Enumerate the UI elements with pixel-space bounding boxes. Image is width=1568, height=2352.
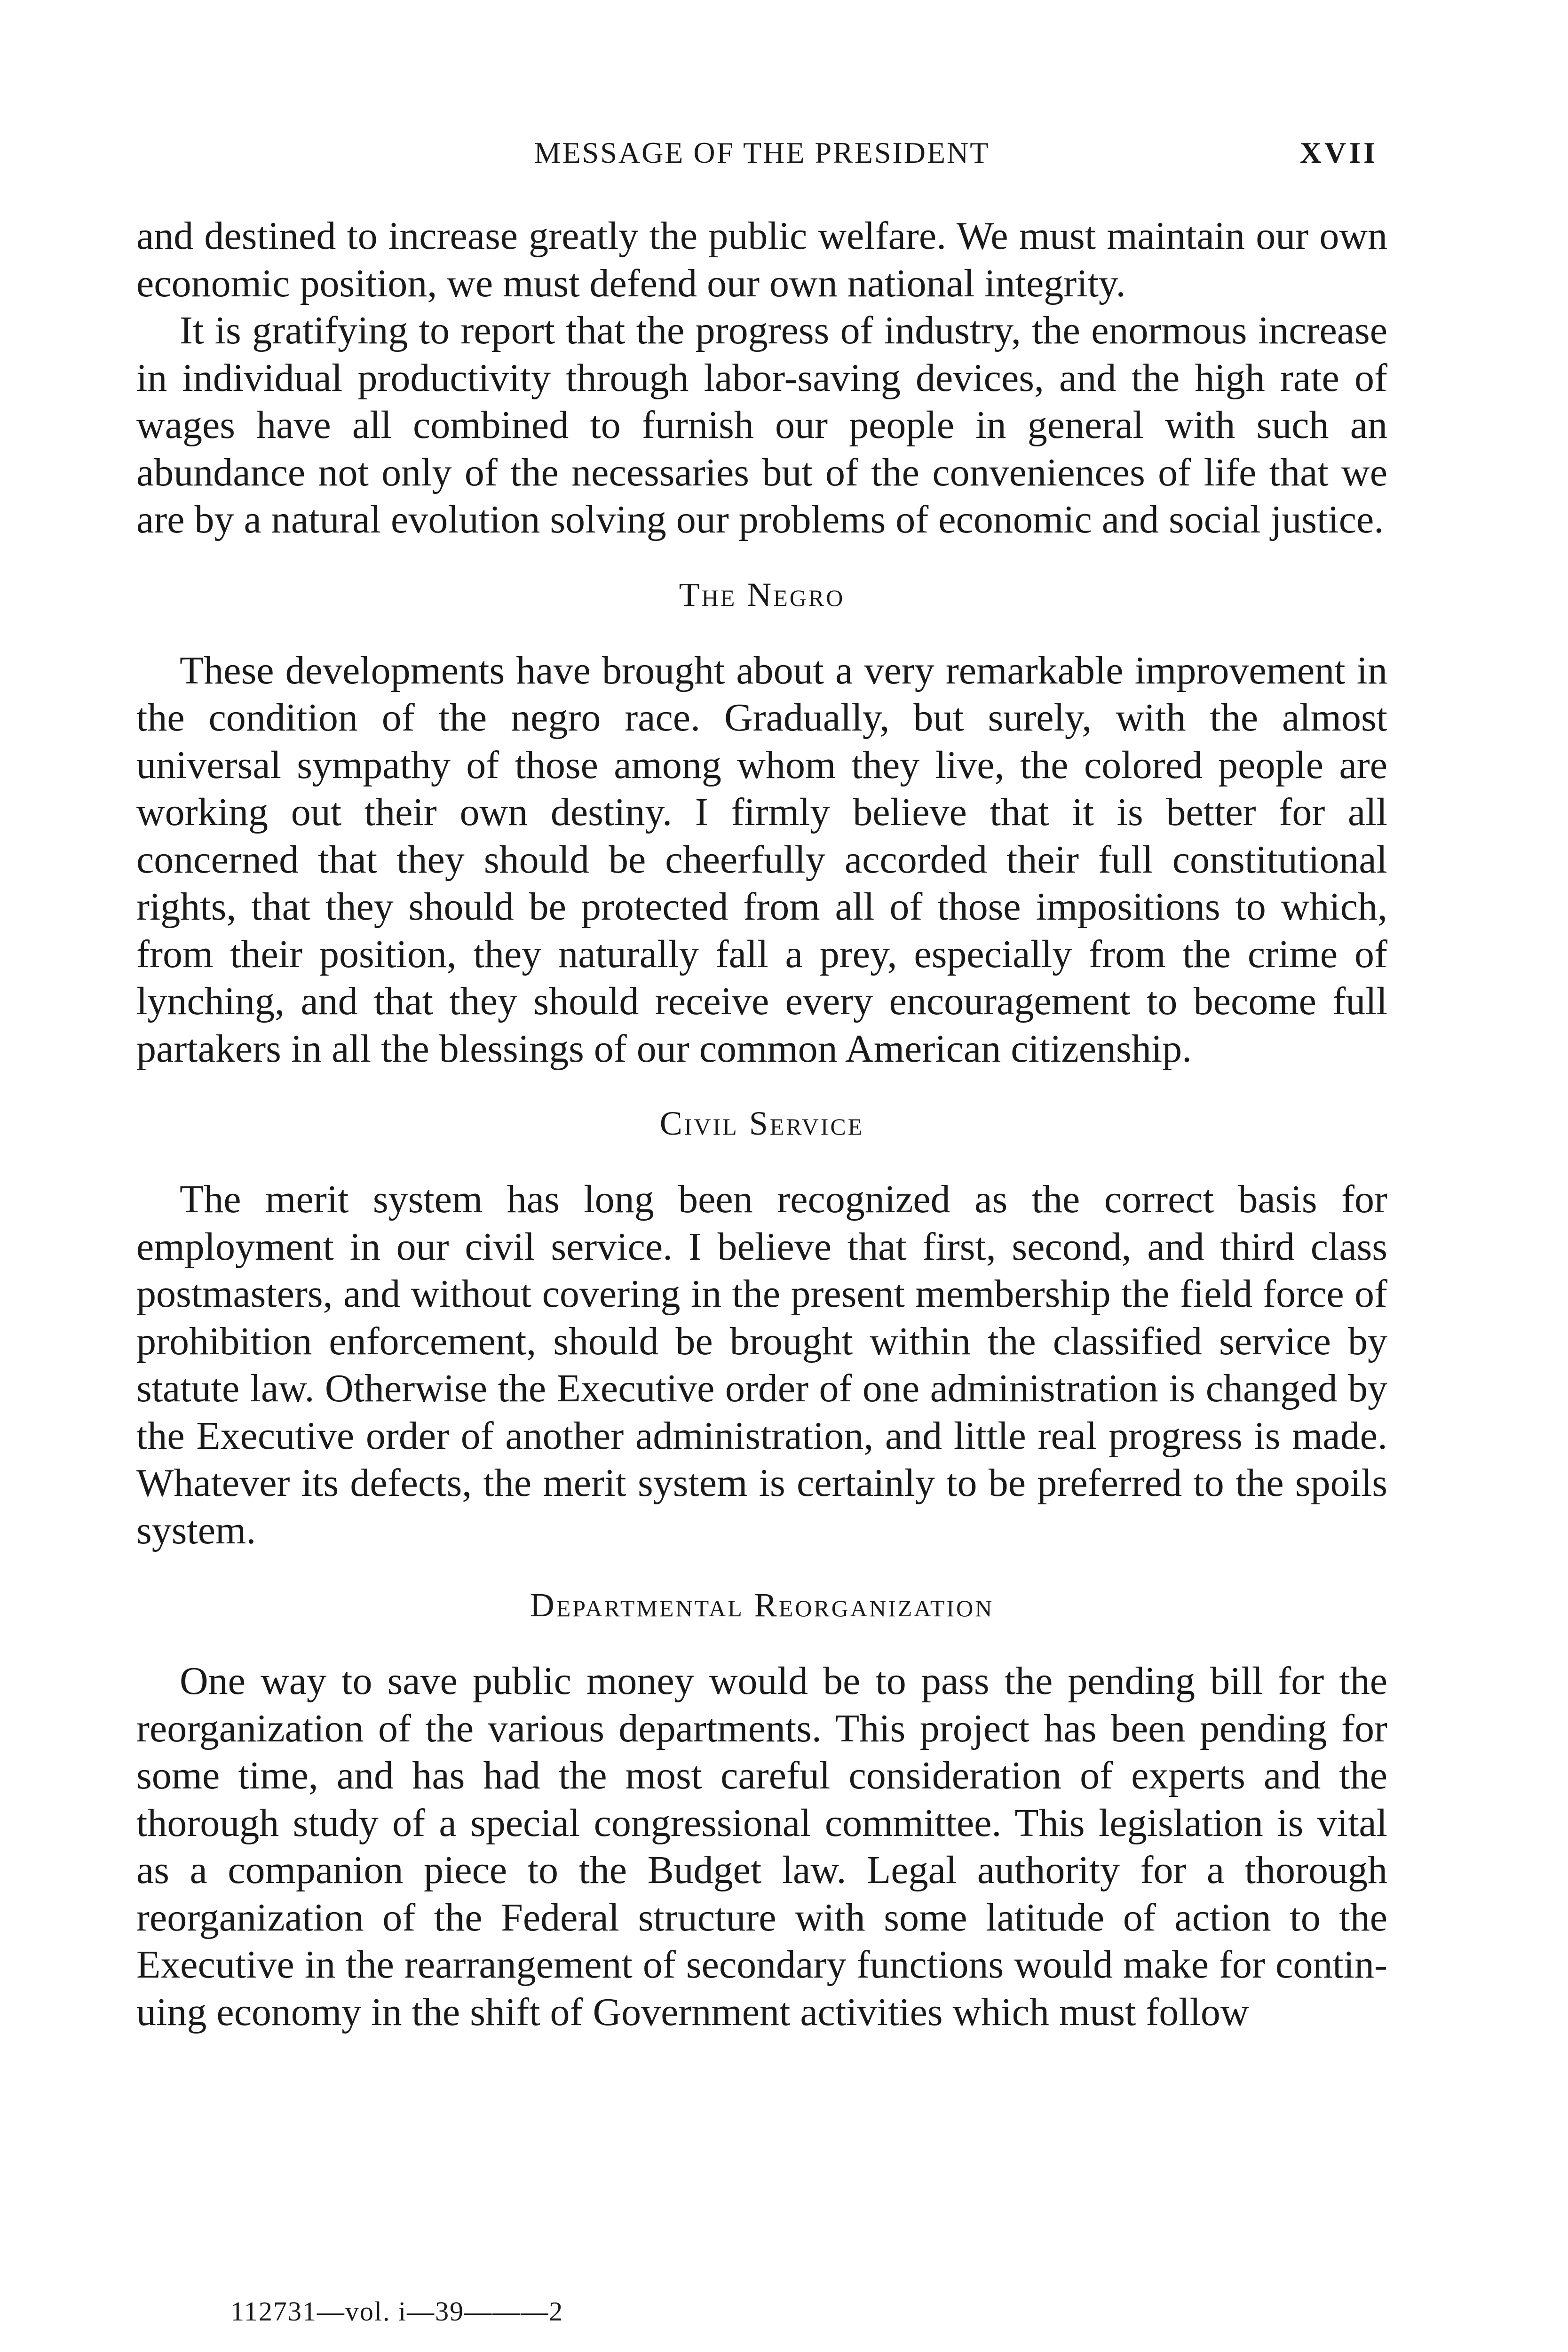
body-text xyxy=(136,213,1387,2036)
paragraph-negro: These developments have brought about a very remarkable improvement in the condition of the negro race. Gradually, but surely, with the almost universal sympathy of those among whom they live, the colored people are working out their own destiny. I firmly believe that it is better for all concerned that they should be cheerfully accorded their full constitutional rights, that they should be protected from all of those impositions to which, from their position, they naturally fall a prey, especially from the crime of lynching, and that they should receive every encouragement to become full partakers in all the blessings of our common American citizenship. xyxy=(136,648,1387,1071)
signature-line: 112731—vol. i—39———2 xyxy=(230,2296,564,2327)
section-heading-negro: The Negro xyxy=(679,575,845,613)
section-heading-civil-service: Civil Service xyxy=(659,1104,864,1142)
section-heading-departmental-reorganization: Departmental Reorganization xyxy=(530,1586,994,1624)
running-header xyxy=(136,135,1387,178)
paragraph-departmental-reorganization: One way to save public money would be to pass the pending bill for the reorganization of the various departments. This project has been pending for some time, and has had the most careful consideration of experts and the thorough study of a special congressional committee. This legislation is vital as a companion piece to the Budget law. Legal authority for a thorough reorganization of the Federal structure with some latitude of action to the Executive in the rearrangement of secondary functions would make for continuing economy in the shift of Government activities which must follow xyxy=(136,1659,1387,2034)
paragraph-industry-progress: It is gratifying to report that the progress of industry, the enormous increase in individual productivity through labor-saving devices, and the high rate of wages have all combined to furnish our people in general with such an abundance not only of the necessaries but of the conveniences of life that we are by a natural evolution solving our problems of economic and social justice. xyxy=(136,309,1387,541)
page-number: XVII xyxy=(1299,136,1378,169)
paragraph-civil-service: The merit system has long been recognized as the correct basis for employment in our civil service. I believe that first, second, and third class postmasters, and without covering in the present membership the field force of prohibition enforcement, should be brought within the classified service by statute law. Otherwise the Executive order of one administration is changed by the Executive order of another administration, and little real progress is made. Whatever its defects, the merit system is certainly to be preferred to the spoils system. xyxy=(136,1177,1387,1552)
running-title: MESSAGE OF THE PRESIDENT xyxy=(534,136,990,169)
paragraph-continuation: and destined to increase greatly the public welfare. We must maintain our own economic position, we must defend our own national integrity. xyxy=(136,214,1387,305)
